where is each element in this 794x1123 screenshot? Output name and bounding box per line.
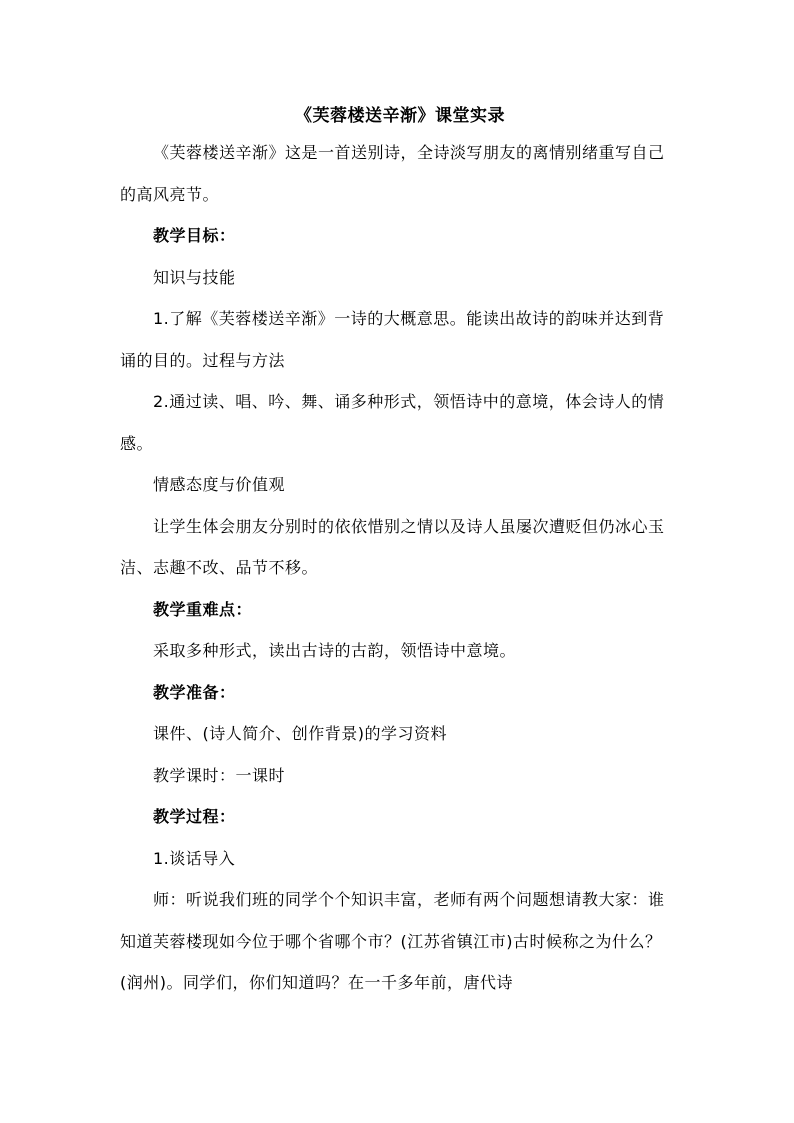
intro-paragraph: 《芙蓉楼送辛渐》这是一首送别诗，全诗淡写朋友的离情别绪重写自己的高风亮节。	[120, 143, 665, 204]
document-title: 《芙蓉楼送辛渐》课堂实录	[295, 106, 505, 126]
subheading-knowledge-skills: 知识与技能	[153, 267, 236, 287]
heading-key-points: 教学重难点：	[153, 599, 253, 619]
heading-preparation: 教学准备：	[153, 682, 236, 702]
class-hours-paragraph: 教学课时：一课时	[153, 765, 286, 785]
heading-teaching-process: 教学过程：	[153, 807, 236, 826]
heading-teaching-goals: 教学目标：	[153, 226, 236, 245]
key-points-paragraph: 采取多种形式，读出古诗的古韵，领悟诗中意境。	[153, 641, 517, 660]
goal-item-1: 1.了解《芙蓉楼送辛渐》一诗的大概意思。能读出故诗的韵味并达到背诵的目的。过程与方法	[120, 309, 665, 370]
process-step-1: 1.谈话导入	[153, 848, 236, 868]
document-body	[120, 100, 680, 1004]
subheading-emotion-values: 情感态度与价值观	[153, 475, 286, 494]
teacher-dialogue-paragraph: 师：听说我们班的同学个个知识丰富，老师有两个问题想请教大家：谁知道芙蓉楼现如今位于哪个省哪个市？(江苏省镇江市)古时候称之为什么？(润州)。同学们，你们知道吗？在一千多年前，唐代诗	[120, 890, 665, 992]
emotion-goal-paragraph: 让学生体会朋友分别时的依依惜别之情以及诗人虽屡次遭贬但仍冰心玉洁、志趣不改、品节不移。	[120, 516, 665, 577]
preparation-paragraph: 课件、(诗人简介、创作背景)的学习资料	[153, 724, 447, 743]
goal-item-2: 2.通过读、唱、吟、舞、诵多种形式，领悟诗中的意境，体会诗人的情感。	[120, 392, 665, 453]
